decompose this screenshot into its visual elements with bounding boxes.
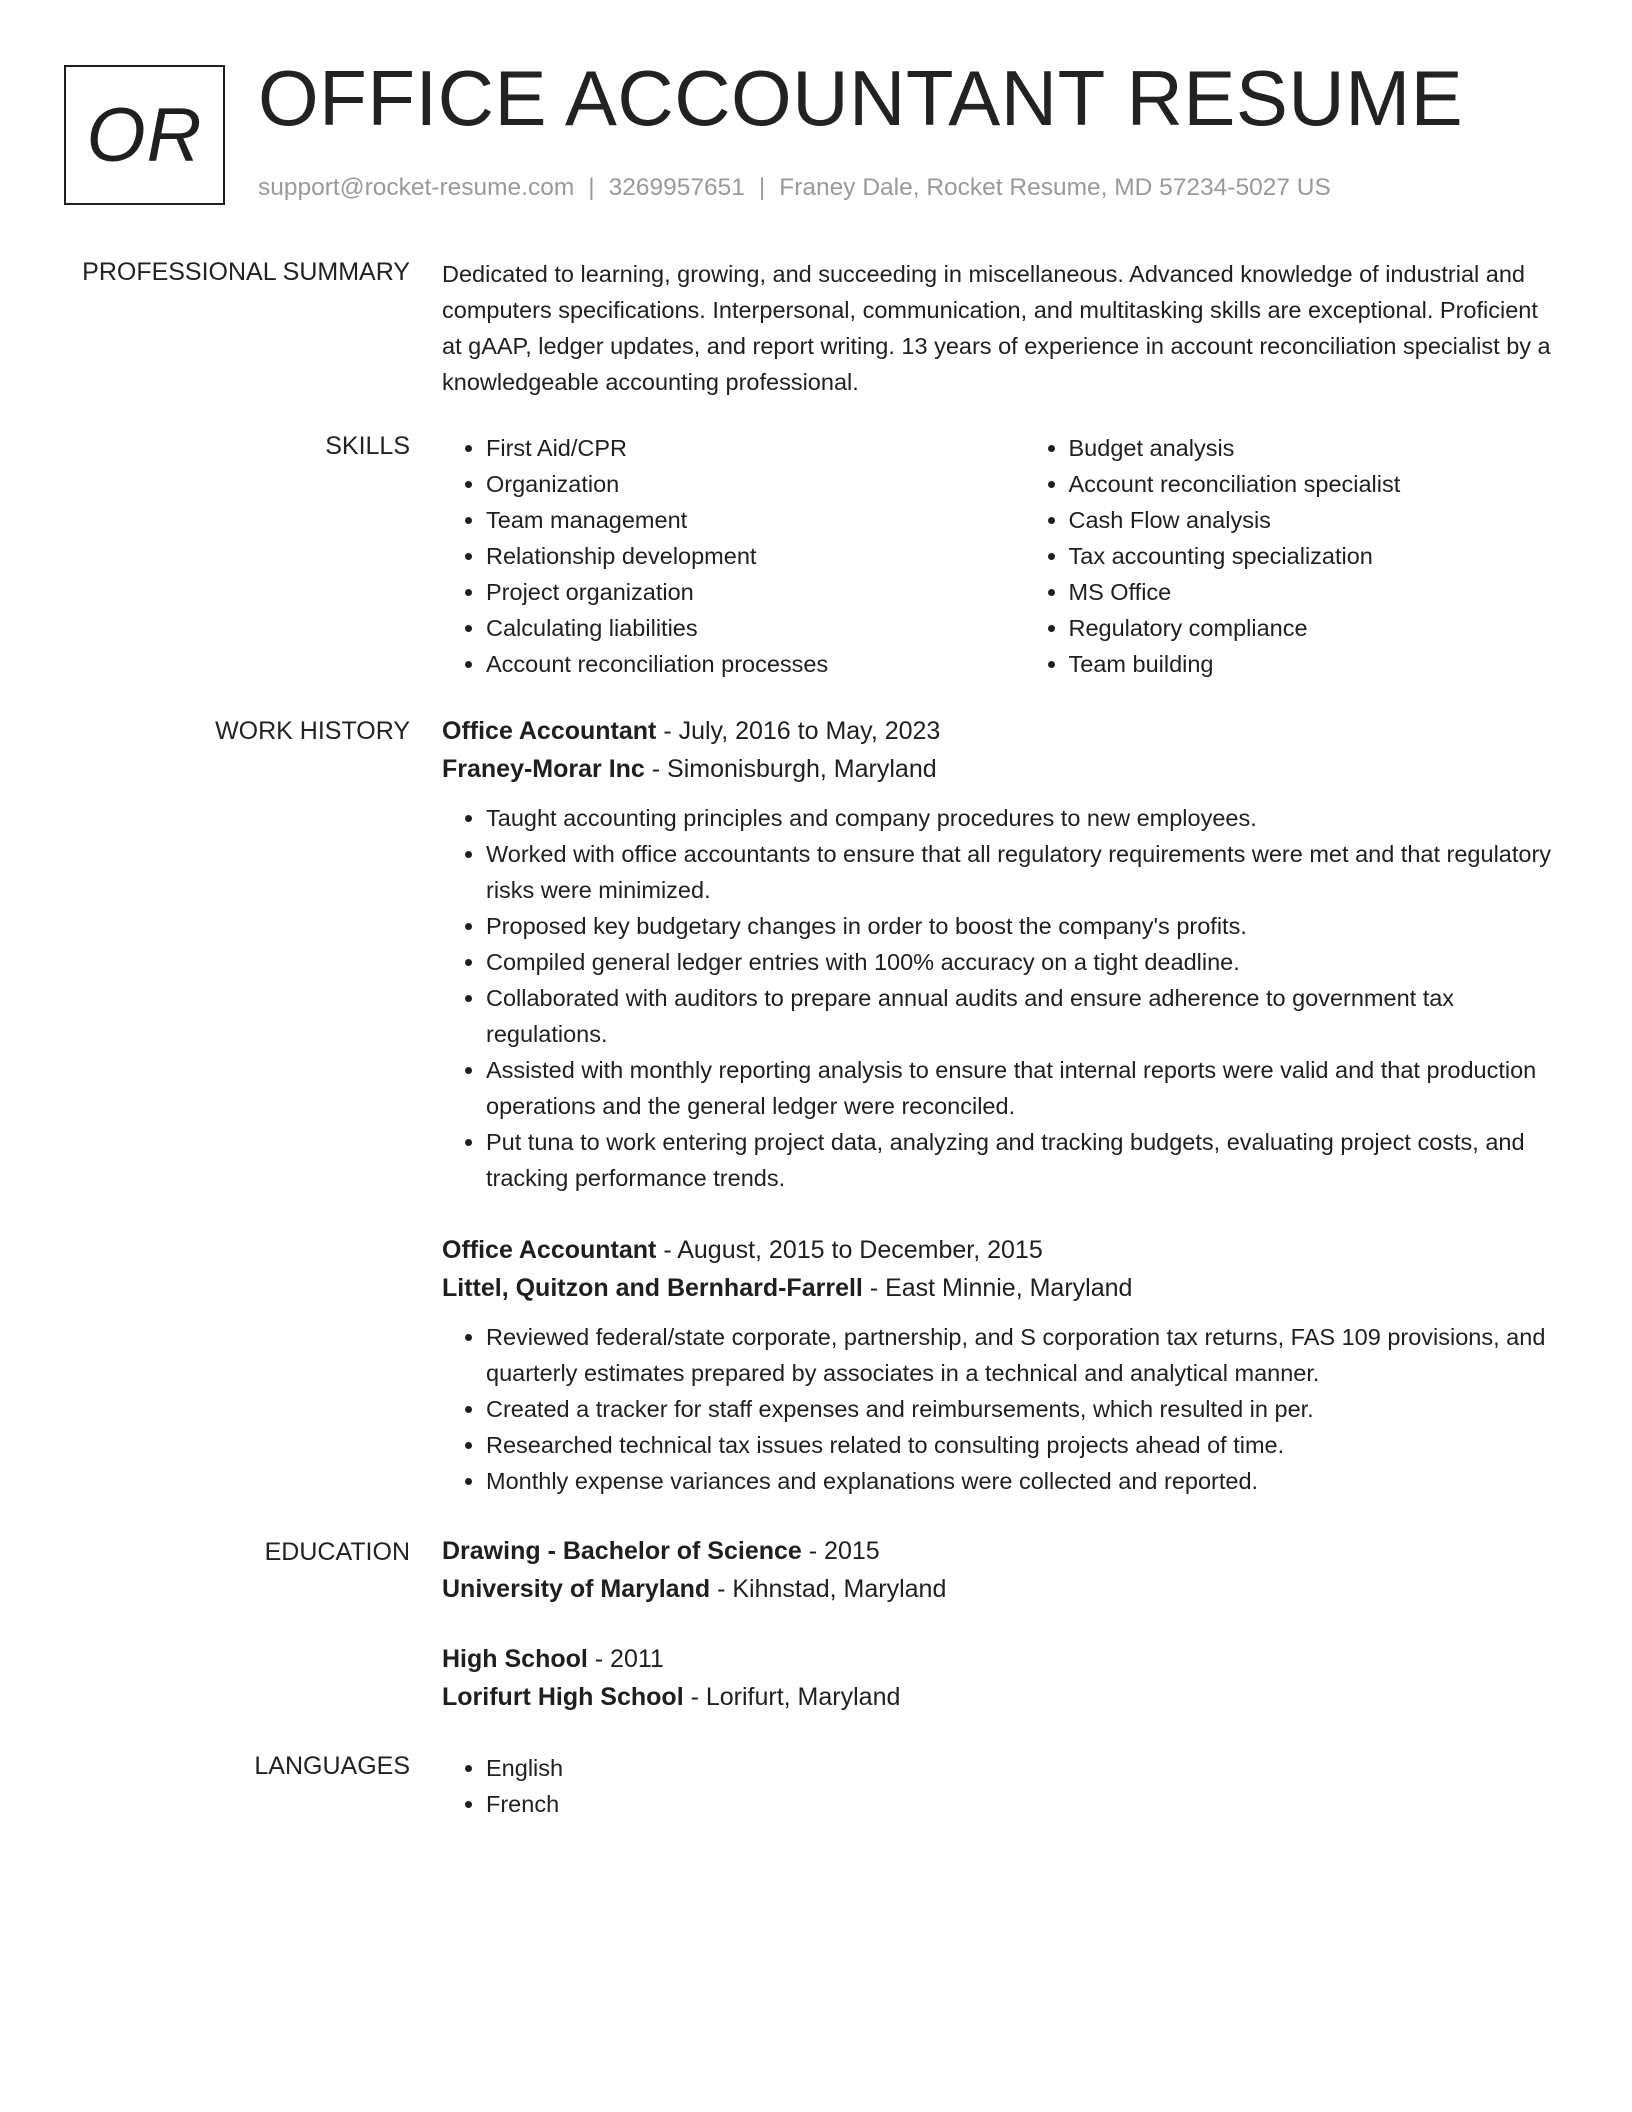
skills-grid [442, 430, 1562, 682]
skill-item: • Team building [1069, 646, 1563, 682]
contact-separator: | [588, 174, 595, 201]
contact-phone[interactable]: 3269957651 [608, 174, 745, 201]
job-duty: • Compiled general ledger entries with 100% accuracy on a tight deadline. [486, 944, 1562, 980]
education-location: - Lorifurt, Maryland [683, 1683, 901, 1711]
job-company: Littel, Quitzon and Bernhard-Farrell [442, 1274, 863, 1302]
skill-item: • Relationship development [486, 538, 980, 574]
skill-item: • Project organization [486, 574, 980, 610]
skill-item: • First Aid/CPR [486, 430, 980, 466]
work-job-1 [442, 712, 1562, 1196]
job-duties-list [442, 1319, 1562, 1499]
skill-item: • MS Office [1069, 574, 1563, 610]
education-year: - 2015 [801, 1537, 880, 1565]
skill-item: • Tax accounting specialization [1069, 538, 1563, 574]
skills-list-left [442, 430, 980, 682]
job-duty: • Worked with office accountants to ensure that all regulatory requirements were met and that regulatory risks were minimized. [486, 836, 1562, 908]
contact-line [258, 174, 1331, 202]
job-duty: • Collaborated with auditors to prepare annual audits and ensure adherence to government tax regulations. [486, 980, 1562, 1052]
education-school-line [442, 1570, 1562, 1608]
section-label-skills: SKILLS [325, 432, 410, 460]
skill-item: • Team management [486, 502, 980, 538]
languages-list [442, 1750, 1562, 1822]
education-degree: Drawing - Bachelor of Science [442, 1537, 802, 1565]
summary-text: Dedicated to learning, growing, and succeeding in miscellaneous. Advanced knowledge of industrial and computers specifications. Interpersonal, communication, and multitasking skills are exceptional. Proficient at gAAP, ledger updates, and report writing. 13 years of experience in account reconciliation specialist by a knowledgeable accounting professional. [442, 261, 1551, 395]
work-job-2 [442, 1231, 1562, 1499]
section-label-education: EDUCATION [264, 1538, 410, 1566]
skill-item: • Account reconciliation processes [486, 646, 980, 682]
education-entry-1 [442, 1532, 1562, 1608]
job-location: - Simonisburgh, Maryland [644, 755, 937, 783]
education-school: University of Maryland [442, 1575, 711, 1603]
contact-separator: | [758, 174, 766, 201]
language-item: • English [486, 1750, 1562, 1786]
section-label-summary: PROFESSIONAL SUMMARY [82, 258, 410, 286]
job-title: Office Accountant [442, 717, 657, 745]
education-entry-2 [442, 1640, 1562, 1716]
job-company-line [442, 750, 1562, 788]
skill-item: • Cash Flow analysis [1069, 502, 1563, 538]
job-duty: • Proposed key budgetary changes in order to boost the company's profits. [486, 908, 1562, 944]
skill-item: • Regulatory compliance [1069, 610, 1563, 646]
resume-title: OFFICE ACCOUNTANT RESUME [258, 54, 1464, 142]
job-title-line [442, 712, 1562, 750]
skill-item: • Account reconciliation specialist [1069, 466, 1563, 502]
job-duty: • Assisted with monthly reporting analysis to ensure that internal reports were valid and that production operations and the general ledger were reconciled. [486, 1052, 1562, 1124]
education-location: - Kihnstad, Maryland [710, 1575, 947, 1603]
skill-item: • Organization [486, 466, 980, 502]
job-duty: • Monthly expense variances and explanations were collected and reported. [486, 1463, 1562, 1499]
job-duties-list [442, 800, 1562, 1196]
job-duty: • Taught accounting principles and company procedures to new employees. [486, 800, 1562, 836]
job-location: - East Minnie, Maryland [862, 1274, 1133, 1302]
job-title: Office Accountant [442, 1236, 657, 1264]
job-title-line [442, 1231, 1562, 1269]
section-label-languages: LANGUAGES [254, 1752, 410, 1780]
language-item: • French [486, 1786, 1562, 1822]
skill-item: • Calculating liabilities [486, 610, 980, 646]
job-duty: • Reviewed federal/state corporate, partnership, and S corporation tax returns, FAS 109 provisions, and quarterly estimates prepared by associates in a technical and analytical manner. [486, 1319, 1562, 1391]
education-school: Lorifurt High School [442, 1683, 684, 1711]
languages-section [442, 1750, 1562, 1822]
job-dates: - August, 2015 to December, 2015 [656, 1236, 1043, 1264]
job-duty: • Put tuna to work entering project data, analyzing and tracking budgets, evaluating project costs, and tracking performance trends. [486, 1124, 1562, 1196]
job-duty: • Created a tracker for staff expenses and reimbursements, which resulted in per. [486, 1391, 1562, 1427]
job-company: Franey-Morar Inc [442, 755, 645, 783]
education-degree-line [442, 1532, 1562, 1570]
skill-item: • Budget analysis [1069, 430, 1563, 466]
education-school-line [442, 1678, 1562, 1716]
job-dates: - July, 2016 to May, 2023 [656, 717, 941, 745]
skills-section [442, 430, 1562, 682]
education-degree-line [442, 1640, 1562, 1678]
job-duty: • Researched technical tax issues related to consulting projects ahead of time. [486, 1427, 1562, 1463]
education-year: - 2011 [587, 1645, 664, 1673]
contact-address: Franey Dale, Rocket Resume, MD 57234-5027 US [779, 174, 1331, 201]
summary-section [442, 256, 1562, 400]
monogram-logo: OR [64, 65, 225, 205]
education-degree: High School [442, 1645, 588, 1673]
contact-email[interactable]: support@rocket-resume.com [258, 174, 575, 201]
job-company-line [442, 1269, 1562, 1307]
section-label-work: WORK HISTORY [215, 717, 410, 745]
skills-list-right [1025, 430, 1563, 682]
